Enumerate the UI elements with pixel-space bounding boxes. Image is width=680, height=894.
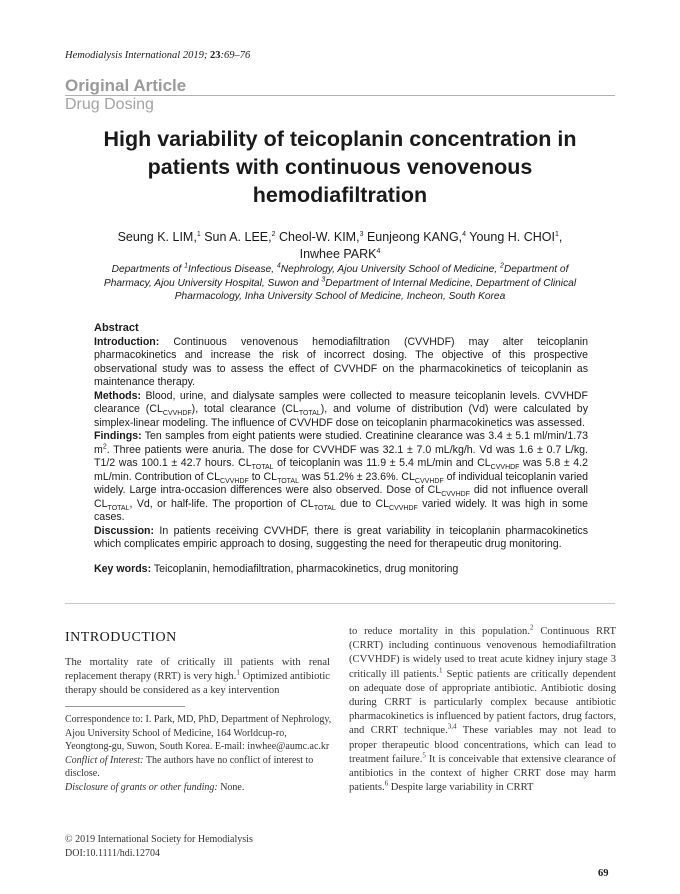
author-affil-mark: 1	[555, 230, 559, 238]
author-affil-mark: 4	[376, 247, 381, 255]
coi-label: Conflict of Interest:	[65, 754, 144, 766]
abstract-text: Ten samples from eight patients were studied. Creatinine clearance was 3.4 ± 5.1 ml/min/1.73 m	[94, 430, 588, 456]
journal-year: 2019;	[182, 50, 208, 61]
journal-volume: 23	[209, 50, 221, 61]
abstract-introduction	[94, 336, 588, 390]
coi-text: The authors have no conflict of interest to disclose.	[65, 754, 314, 779]
conflict-of-interest	[65, 754, 333, 781]
citation-ref: 5	[422, 751, 426, 760]
grants-label: Disclosure of grants or other funding:	[65, 781, 218, 793]
grants-text: None.	[217, 781, 245, 793]
affil-mark: 1	[184, 262, 188, 270]
footnote-divider	[65, 706, 185, 707]
abstract	[94, 322, 588, 552]
abstract-intro-label: Introduction:	[94, 335, 160, 348]
affil-text: Department of Pharmacy, Ajou University Hospital, Suwon and	[103, 264, 569, 289]
keywords-text: Teicoplanin, hemodiafiltration, pharmacokinetics, drug monitoring	[151, 563, 459, 575]
abstract-discussion-text: In patients receiving CVVHDF, there is great variability in teicoplanin pharmacokinetics which complicates empiric approach to dosing, suggesting the need for therapeutic drug monitoring.	[94, 524, 588, 550]
doi: DOI:10.1111/hdi.12704	[65, 847, 160, 859]
citation-ref: 1	[236, 668, 240, 677]
keywords	[94, 563, 588, 575]
abstract-text: Blood, urine, and dialysate samples were collected to measure teicoplanin levels. CVVHDF clearance (CL	[94, 389, 588, 415]
affil-mark: 4	[276, 262, 281, 270]
body-text: It is conceivable that extensive clearance of antibiotics in the context of higher CRRT dose may harm patients.	[349, 753, 616, 794]
left-column	[65, 630, 330, 699]
abstract-text: due to CL	[335, 497, 390, 510]
body-text: The mortality rate of critically ill patients with renal replacement therapy (RRT) is very high.	[65, 657, 330, 683]
author-name: Sun A. LEE,	[200, 230, 272, 244]
abstract-findings	[94, 430, 588, 525]
body-text: Optimized antibiotic therapy should be considered as a key intervention	[65, 671, 330, 697]
citation-ref: 1	[439, 666, 443, 675]
abstract-text: . Three patients were anuria. The dose for CVVHDF was 32.1 ± 7.0 mL/kg/h. Vd was 1.6 ± 0.7 L/kg. T1/2 was 100.1 ± 42.7 hours. CL	[94, 443, 588, 469]
abstract-discussion	[94, 525, 588, 552]
intro-paragraph-continued	[349, 625, 616, 795]
article-type: Original Article	[65, 76, 187, 95]
journal-name: Hemodialysis International	[65, 50, 181, 61]
author-affil-mark: 3	[359, 230, 364, 238]
affiliations	[100, 263, 580, 304]
page-number: 69	[598, 868, 609, 879]
correspondence-text: Correspondence to: I. Park, MD, PhD, Department of Nephrology, Ajou University School of Medicine, 164 Worldcup-ro, Yeongtong-gu, Suwon, South Korea. E-mail: inwhee@aumc.ac.kr	[65, 714, 332, 752]
abstract-text: of teicoplanin was 11.9 ± 5.4 mL/min and CL	[273, 457, 491, 469]
affil-text: Department of Internal Medicine, Department of Clinical Pharmacology, Inha University School of Medicine, Incheon, South Korea	[174, 277, 577, 302]
copyright-block	[65, 833, 253, 860]
author-name: Seung K. LIM,	[117, 230, 197, 244]
abstract-findings-label: Findings:	[94, 430, 142, 442]
abstract-heading: Abstract	[94, 322, 139, 334]
subscript: CVVHDF	[490, 464, 520, 472]
abstract-text: was 5.8 ± 4.2 mL/min. Contribution of CL	[94, 457, 588, 483]
subscript: CVVHDF	[441, 491, 470, 499]
funding-disclosure	[65, 781, 333, 795]
superscript: 2	[102, 442, 107, 450]
abstract-methods-label: Methods:	[94, 389, 142, 402]
abstract-intro-text: Continuous venovenous hemodiafiltration (CVVHDF) may alter teicoplanin pharmacokinetics and increase the risk of incorrect dosing. The objective of this prospective observational study was to assess the effect of CVVHDF on the pharmacokinetics of teicoplanin as maintenance therapy.	[94, 335, 588, 388]
affil-text: Infectious Disease,	[187, 264, 277, 275]
intro-paragraph	[65, 656, 330, 699]
article-subtype: Drug Dosing	[65, 96, 154, 113]
journal-pages: :69–76	[220, 50, 251, 61]
author-name: Young H. CHOI	[466, 230, 555, 244]
citation-ref: 6	[384, 779, 389, 788]
body-text: Despite large variability in CRRT	[388, 782, 534, 794]
affil-text: Departments of	[111, 264, 185, 275]
subscript: CVVHDF	[162, 410, 192, 418]
journal-citation	[65, 50, 250, 61]
author-list	[90, 229, 590, 263]
subscript: CVVHDF	[220, 477, 249, 485]
subscript: TOTAL	[313, 504, 336, 512]
body-text: These variables may not lead to proper therapeutic blood concentrations, which can lead to treatment failure.	[349, 725, 616, 765]
author-affil-mark: 2	[271, 230, 276, 238]
abstract-text: ), total clearance (CL	[191, 403, 299, 415]
section-heading: INTRODUCTION	[65, 630, 177, 645]
author-affil-mark: 4	[462, 230, 467, 238]
abstract-discussion-label: Discussion:	[94, 524, 155, 537]
abstract-text: was 51.2% ± 23.6%. CL	[298, 470, 415, 483]
affil-mark: 2	[499, 262, 504, 270]
abstract-text: to CL	[248, 470, 278, 483]
affil-mark: 3	[321, 276, 326, 284]
abstract-text: did not influence overall CL	[94, 484, 588, 510]
copyright-notice: © 2019 International Society for Hemodialysis	[65, 834, 253, 845]
abstract-text: of individual teicoplanin varied widely. Large intra-occasion differences were also observed. Dose of CL	[94, 470, 588, 496]
author-name: Inwhee PARK	[299, 247, 377, 261]
article-title: High variability of teicoplanin concentration in patients with continuous venovenous hemodiafiltration	[103, 127, 577, 207]
body-text: Continuous RRT (CRRT) including continuous venovenous hemodiafiltration (CVVHDF) is widely used to treat acute kidney injury stage 3 critically ill patients.	[349, 626, 616, 680]
citation-ref: 2	[530, 623, 534, 632]
abstract-text: varied widely. It was high in some cases.	[94, 497, 588, 523]
subscript: TOTAL	[277, 477, 299, 485]
subscript: TOTAL	[107, 504, 130, 512]
subscript: TOTAL	[298, 410, 321, 418]
abstract-methods	[94, 390, 588, 431]
author-separator: ,	[558, 230, 563, 244]
subscript: TOTAL	[251, 464, 274, 472]
right-column	[349, 625, 616, 795]
abstract-text: , Vd, or half-life. The proportion of CL	[129, 497, 314, 510]
author-name: Cheol-W. KIM,	[275, 230, 360, 244]
abstract-text: ), and volume of distribution (Vd) were calculated by simplex-linear modeling. The influence of CVVHDF dose on teicoplanin pharmacokinetics was assessed.	[94, 403, 588, 429]
section-divider	[65, 603, 615, 604]
author-affil-mark: 1	[196, 230, 201, 238]
subscript: CVVHDF	[414, 477, 444, 485]
citation-ref: 3,4	[447, 722, 457, 731]
subscript: CVVHDF	[389, 504, 418, 512]
keywords-label: Key words:	[94, 563, 152, 575]
correspondence-block	[65, 713, 333, 794]
body-text: Septic patients are critically dependent on adequate dose of appropriate antibiotic. Antibiotic dosing during CRRT is particularly complex because antibiotic pharmacokinetics is influenced by patient factors, drug factors, and CRRT technique.	[349, 668, 616, 737]
affil-text: Nephrology, Ajou University School of Medicine,	[280, 264, 500, 275]
author-name: Eunjeong KANG,	[363, 230, 463, 244]
body-text: to reduce mortality in this population.	[349, 626, 530, 637]
